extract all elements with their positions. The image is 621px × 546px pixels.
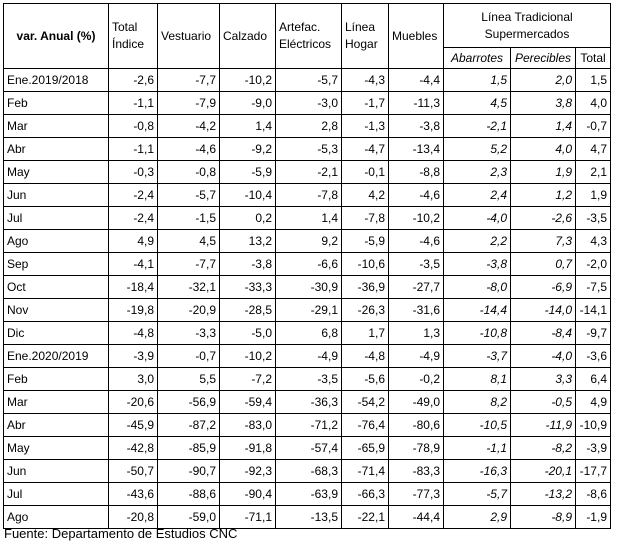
table-cell: -36,3: [276, 391, 342, 414]
table-cell: 5,5: [158, 368, 220, 391]
table-cell: -71,2: [276, 414, 342, 437]
table-cell: -9,7: [576, 322, 611, 345]
table-cell: 6,4: [576, 368, 611, 391]
row-label: Ene.2020/2019: [4, 345, 109, 368]
row-label: Jul: [4, 483, 109, 506]
table-cell: -54,2: [342, 391, 389, 414]
table-cell: -76,4: [342, 414, 389, 437]
var-anual-header: var. Anual (%): [4, 4, 109, 69]
table-cell: -8,2: [511, 437, 576, 460]
table-cell: 2,2: [444, 230, 511, 253]
table-cell: -10,2: [220, 69, 276, 92]
row-label: May: [4, 161, 109, 184]
table-cell: -5,6: [342, 368, 389, 391]
row-label: Dic: [4, 322, 109, 345]
table-cell: -16,3: [444, 460, 511, 483]
table-cell: -27,7: [389, 276, 444, 299]
table-cell: -30,9: [276, 276, 342, 299]
table-cell: -3,3: [158, 322, 220, 345]
table-cell: -5,3: [276, 138, 342, 161]
table-cell: 2,9: [444, 506, 511, 529]
abarrotes-header: Abarrotes: [444, 48, 511, 69]
row-label: Ago: [4, 230, 109, 253]
table-cell: 1,9: [511, 161, 576, 184]
table-cell: -4,8: [109, 322, 158, 345]
table-cell: 5,2: [444, 138, 511, 161]
total-indice-header: Total Índice: [109, 4, 158, 69]
table-cell: -91,8: [220, 437, 276, 460]
table-cell: 2,4: [444, 184, 511, 207]
table-cell: -83,0: [220, 414, 276, 437]
table-cell: -28,5: [220, 299, 276, 322]
table-cell: -57,4: [276, 437, 342, 460]
table-cell: 4,9: [109, 230, 158, 253]
table-cell: -65,9: [342, 437, 389, 460]
table-cell: -14,4: [444, 299, 511, 322]
table-row: [4, 253, 611, 276]
row-label: Mar: [4, 391, 109, 414]
table-cell: -0,1: [342, 161, 389, 184]
row-label: Mar: [4, 115, 109, 138]
table-cell: -63,9: [276, 483, 342, 506]
table-cell: -4,9: [276, 345, 342, 368]
table-cell: -29,1: [276, 299, 342, 322]
table-cell: -77,3: [389, 483, 444, 506]
table-cell: -4,2: [158, 115, 220, 138]
table-cell: -71,1: [220, 506, 276, 529]
table-cell: 1,4: [220, 115, 276, 138]
table-row: [4, 184, 611, 207]
table-cell: -13,5: [276, 506, 342, 529]
table-cell: 3,0: [109, 368, 158, 391]
row-label: Nov: [4, 299, 109, 322]
row-label: Sep: [4, 253, 109, 276]
table-cell: -8,0: [444, 276, 511, 299]
table-cell: -3,8: [220, 253, 276, 276]
row-label: Abr: [4, 414, 109, 437]
table-cell: -4,1: [109, 253, 158, 276]
table-cell: -85,9: [158, 437, 220, 460]
table-cell: -66,3: [342, 483, 389, 506]
table-cell: 1,9: [576, 184, 611, 207]
table-cell: -8,6: [576, 483, 611, 506]
table-cell: 8,2: [444, 391, 511, 414]
table-cell: 2,3: [444, 161, 511, 184]
table-cell: -56,9: [158, 391, 220, 414]
table-cell: -13,2: [511, 483, 576, 506]
table-cell: -7,8: [342, 207, 389, 230]
table-cell: 8,1: [444, 368, 511, 391]
table-row: [4, 391, 611, 414]
table-cell: -33,3: [220, 276, 276, 299]
table-cell: -88,6: [158, 483, 220, 506]
table-cell: -4,8: [342, 345, 389, 368]
row-label: Feb: [4, 368, 109, 391]
table-cell: -7,5: [576, 276, 611, 299]
table-cell: -78,9: [389, 437, 444, 460]
row-label: Ago: [4, 506, 109, 529]
table-row: [4, 299, 611, 322]
table-cell: -6,9: [511, 276, 576, 299]
table-row: [4, 483, 611, 506]
table-cell: 7,3: [511, 230, 576, 253]
table-cell: -92,3: [220, 460, 276, 483]
table-cell: -19,8: [109, 299, 158, 322]
linea-hogar-header: Línea Hogar: [342, 4, 389, 69]
table-cell: -5,9: [220, 161, 276, 184]
table-cell: -3,7: [444, 345, 511, 368]
table-cell: -80,6: [389, 414, 444, 437]
table-cell: -7,7: [158, 253, 220, 276]
table-row: [4, 69, 611, 92]
data-table-wrapper: [3, 3, 611, 529]
table-cell: -44,4: [389, 506, 444, 529]
table-cell: -1,5: [158, 207, 220, 230]
table-cell: -4,6: [389, 184, 444, 207]
table-cell: -3,0: [276, 92, 342, 115]
table-cell: -4,0: [511, 345, 576, 368]
table-cell: 2,0: [511, 69, 576, 92]
table-cell: -5,7: [276, 69, 342, 92]
table-cell: -3,8: [444, 253, 511, 276]
table-cell: -4,0: [444, 207, 511, 230]
table-cell: -7,2: [220, 368, 276, 391]
table-cell: -10,4: [220, 184, 276, 207]
table-cell: 4,0: [511, 138, 576, 161]
table-cell: -1,7: [342, 92, 389, 115]
table-cell: 6,8: [276, 322, 342, 345]
table-cell: -0,8: [109, 115, 158, 138]
table-row: [4, 345, 611, 368]
table-cell: -4,4: [389, 69, 444, 92]
table-cell: -3,6: [576, 345, 611, 368]
table-cell: 2,8: [276, 115, 342, 138]
table-cell: -5,9: [342, 230, 389, 253]
table-cell: -4,6: [389, 230, 444, 253]
table-cell: -3,5: [276, 368, 342, 391]
table-row: [4, 161, 611, 184]
table-header: [4, 4, 611, 69]
table-cell: -36,9: [342, 276, 389, 299]
calzado-header: Calzado: [220, 4, 276, 69]
table-cell: -1,1: [109, 138, 158, 161]
table-cell: -11,3: [389, 92, 444, 115]
table-cell: 1,3: [389, 322, 444, 345]
table-cell: 3,3: [511, 368, 576, 391]
perecibles-header: Perecibles: [511, 48, 576, 69]
table-cell: -2,4: [109, 207, 158, 230]
table-cell: 4,5: [444, 92, 511, 115]
table-cell: -4,9: [389, 345, 444, 368]
table-row: [4, 276, 611, 299]
table-cell: -42,8: [109, 437, 158, 460]
table-cell: -10,6: [342, 253, 389, 276]
table-cell: -0,7: [158, 345, 220, 368]
row-label: Feb: [4, 92, 109, 115]
table-cell: 2,1: [576, 161, 611, 184]
table-cell: 9,2: [276, 230, 342, 253]
table-cell: -3,5: [576, 207, 611, 230]
table-cell: -2,1: [444, 115, 511, 138]
row-label: Jun: [4, 460, 109, 483]
table-cell: -1,9: [576, 506, 611, 529]
table-row: [4, 460, 611, 483]
table-cell: 4,5: [158, 230, 220, 253]
table-cell: -9,2: [220, 138, 276, 161]
table-cell: 4,7: [576, 138, 611, 161]
table-cell: -59,4: [220, 391, 276, 414]
table-cell: -1,1: [109, 92, 158, 115]
row-label: Abr: [4, 138, 109, 161]
table-cell: -4,7: [342, 138, 389, 161]
table-cell: -18,4: [109, 276, 158, 299]
table-cell: -3,9: [576, 437, 611, 460]
table-cell: 13,2: [220, 230, 276, 253]
table-cell: -2,6: [109, 69, 158, 92]
table-cell: -71,4: [342, 460, 389, 483]
table-row: [4, 207, 611, 230]
table-body: [4, 69, 611, 529]
table-cell: -0,8: [158, 161, 220, 184]
table-cell: -4,3: [342, 69, 389, 92]
table-cell: -90,4: [220, 483, 276, 506]
table-row: [4, 92, 611, 115]
table-cell: -20,8: [109, 506, 158, 529]
table-cell: -10,5: [444, 414, 511, 437]
table-cell: 1,7: [342, 322, 389, 345]
table-cell: -0,7: [576, 115, 611, 138]
table-cell: -14,0: [511, 299, 576, 322]
table-cell: -45,9: [109, 414, 158, 437]
row-label: Ene.2019/2018: [4, 69, 109, 92]
table-cell: -10,8: [444, 322, 511, 345]
table-cell: -4,6: [158, 138, 220, 161]
table-cell: -49,0: [389, 391, 444, 414]
table-cell: -5,7: [444, 483, 511, 506]
table-cell: -43,6: [109, 483, 158, 506]
table-cell: -10,2: [220, 345, 276, 368]
table-cell: -3,9: [109, 345, 158, 368]
table-cell: 1,5: [444, 69, 511, 92]
table-cell: 4,9: [576, 391, 611, 414]
table-cell: 0,7: [511, 253, 576, 276]
table-row: [4, 138, 611, 161]
table-cell: -9,0: [220, 92, 276, 115]
table-cell: -1,1: [444, 437, 511, 460]
vestuario-header: Vestuario: [158, 4, 220, 69]
table-cell: -22,1: [342, 506, 389, 529]
table-row: [4, 322, 611, 345]
table-row: [4, 230, 611, 253]
total-header: Total: [576, 48, 611, 69]
table-cell: -83,3: [389, 460, 444, 483]
table-row: [4, 368, 611, 391]
linea-tradicional-header: Línea Tradicional Supermercados: [444, 4, 611, 48]
row-label: Jun: [4, 184, 109, 207]
table-cell: -32,1: [158, 276, 220, 299]
table-cell: -11,9: [511, 414, 576, 437]
table-cell: -3,5: [389, 253, 444, 276]
table-cell: -68,3: [276, 460, 342, 483]
table-cell: -90,7: [158, 460, 220, 483]
table-cell: -59,0: [158, 506, 220, 529]
muebles-header: Muebles: [389, 4, 444, 69]
table-cell: -0,5: [511, 391, 576, 414]
data-table: [3, 3, 611, 529]
table-cell: -1,3: [342, 115, 389, 138]
row-label: Jul: [4, 207, 109, 230]
table-cell: -31,6: [389, 299, 444, 322]
table-cell: -13,4: [389, 138, 444, 161]
table-cell: -7,7: [158, 69, 220, 92]
table-cell: -7,9: [158, 92, 220, 115]
table-cell: -0,2: [389, 368, 444, 391]
table-cell: -5,7: [158, 184, 220, 207]
source-note: Fuente: Departamento de Estudios CNC: [4, 526, 238, 541]
table-row: [4, 414, 611, 437]
table-cell: -2,6: [511, 207, 576, 230]
table-cell: -3,8: [389, 115, 444, 138]
table-cell: -20,1: [511, 460, 576, 483]
table-cell: 4,2: [342, 184, 389, 207]
table-cell: 1,2: [511, 184, 576, 207]
table-cell: -50,7: [109, 460, 158, 483]
table-cell: -20,9: [158, 299, 220, 322]
table-cell: -5,0: [220, 322, 276, 345]
table-cell: 4,0: [576, 92, 611, 115]
table-cell: -2,4: [109, 184, 158, 207]
table-cell: 1,5: [576, 69, 611, 92]
table-cell: -8,4: [511, 322, 576, 345]
table-cell: -6,6: [276, 253, 342, 276]
artefac-header: Artefac. Eléctricos: [276, 4, 342, 69]
table-cell: -87,2: [158, 414, 220, 437]
table-cell: 3,8: [511, 92, 576, 115]
table-cell: 1,4: [276, 207, 342, 230]
table-cell: -8,9: [511, 506, 576, 529]
table-cell: 0,2: [220, 207, 276, 230]
table-cell: -2,1: [276, 161, 342, 184]
table-cell: 1,4: [511, 115, 576, 138]
table-cell: -26,3: [342, 299, 389, 322]
row-label: Oct: [4, 276, 109, 299]
table-row: [4, 437, 611, 460]
table-cell: -17,7: [576, 460, 611, 483]
table-cell: -20,6: [109, 391, 158, 414]
table-cell: -10,2: [389, 207, 444, 230]
table-cell: -0,3: [109, 161, 158, 184]
table-cell: 4,3: [576, 230, 611, 253]
table-cell: -14,1: [576, 299, 611, 322]
table-row: [4, 115, 611, 138]
table-cell: -10,9: [576, 414, 611, 437]
table-cell: -7,8: [276, 184, 342, 207]
row-label: May: [4, 437, 109, 460]
table-cell: -8,8: [389, 161, 444, 184]
table-cell: -2,0: [576, 253, 611, 276]
